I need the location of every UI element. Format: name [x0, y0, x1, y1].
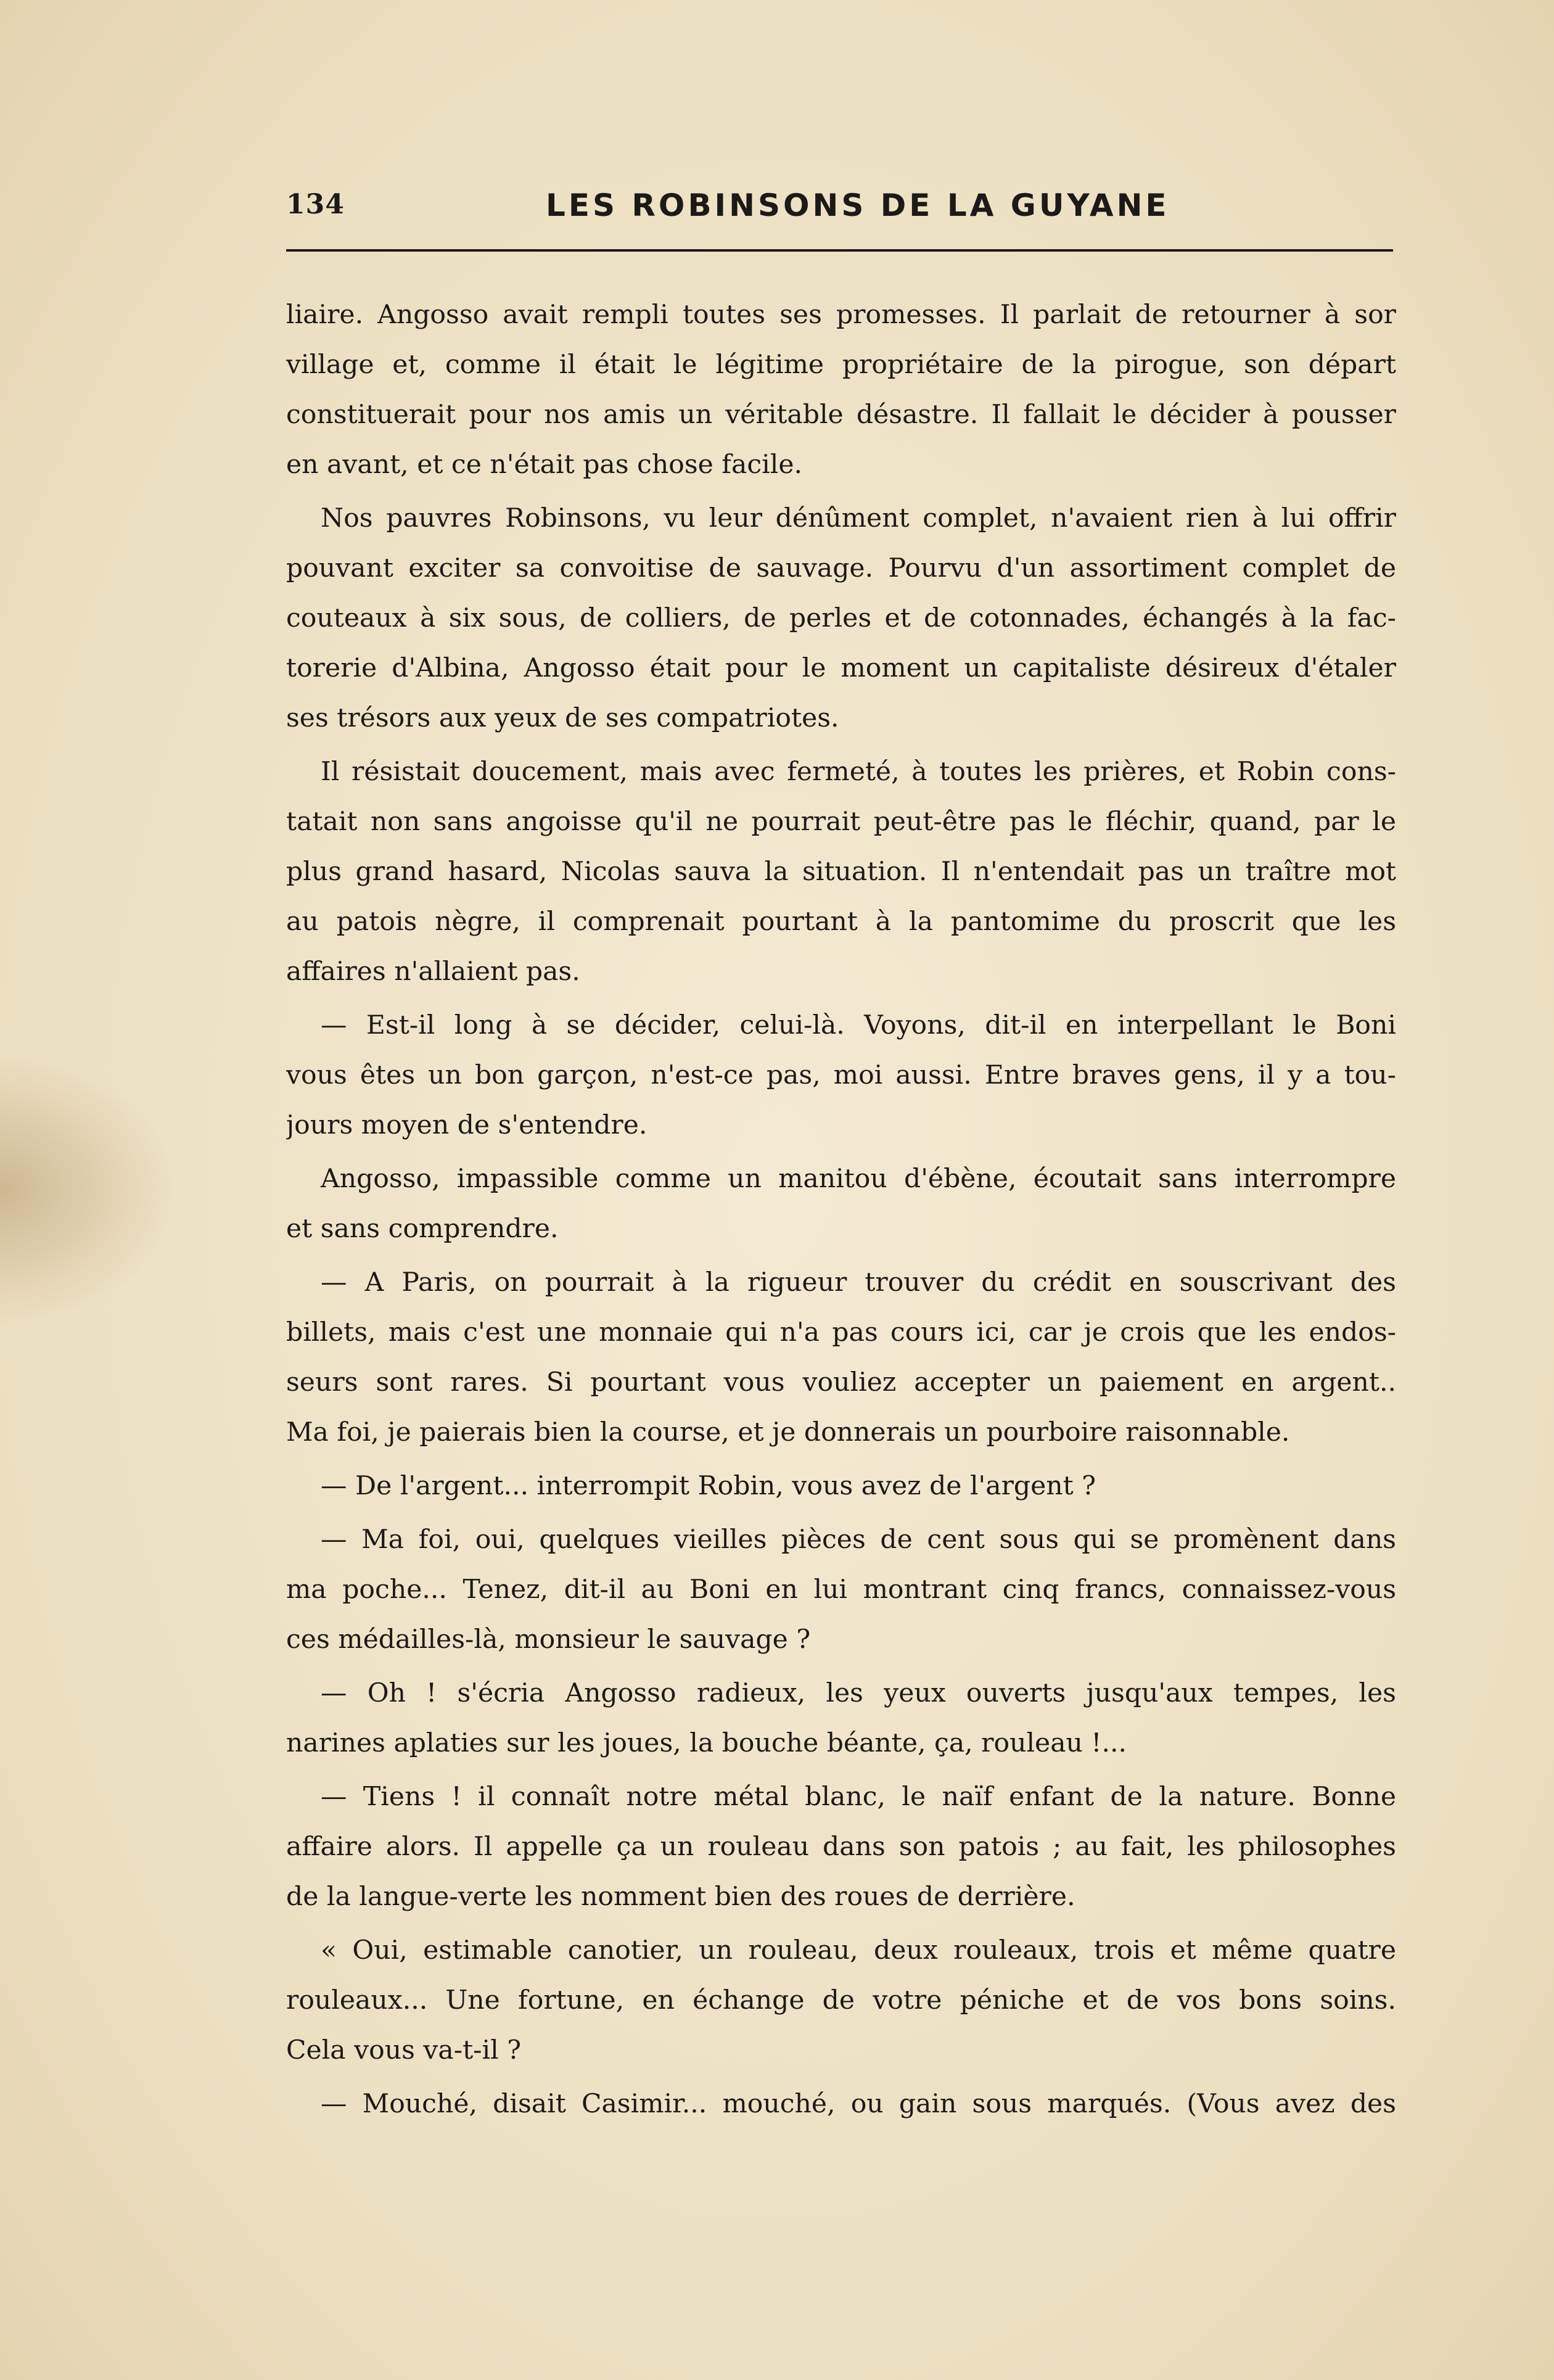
page-number: 134 — [286, 189, 345, 220]
paragraph — [286, 1772, 1396, 1922]
text-line: — Tiens ! il connaît notre métal blanc, le naïf enfant de la nature. Bonne — [321, 1782, 1396, 1812]
paragraph — [286, 290, 1396, 490]
text-line: narines aplaties sur les joues, la bouche béante, ça, rouleau !... — [286, 1728, 1127, 1758]
text-line: rouleaux... Une fortune, en échange de votre péniche et de vos bons soins. — [286, 1985, 1396, 2016]
text-line: ses trésors aux yeux de ses compatriotes. — [286, 703, 839, 733]
paragraph — [286, 1925, 1396, 2075]
paragraph — [286, 1461, 1396, 1511]
text-line: torerie d'Albina, Angosso était pour le moment un capitaliste désireux d'étaler — [286, 653, 1396, 683]
text-line: en avant, et ce n'était pas chose facile. — [286, 450, 803, 480]
running-title: LES ROBINSONS DE LA GUYANE — [546, 187, 1170, 223]
text-line: et sans comprendre. — [286, 1214, 559, 1244]
paragraph — [286, 493, 1396, 743]
header-rule — [286, 249, 1393, 252]
text-line: Il résistait doucement, mais avec fermeté, à toutes les prières, et Robin cons- — [321, 757, 1396, 787]
paragraph — [286, 1515, 1396, 1665]
text-line: — A Paris, on pourrait à la rigueur trouver du crédit en souscrivant des — [321, 1267, 1396, 1298]
text-line: seurs sont rares. Si pourtant vous vouliez accepter un paiement en argent.. — [286, 1367, 1396, 1398]
text-line: pouvant exciter sa convoitise de sauvage. Pourvu d'un assortiment complet de — [286, 553, 1396, 583]
text-line: — Est-il long à se décider, celui-là. Voyons, dit-il en interpellant le Boni — [321, 1010, 1396, 1040]
paragraph — [286, 1258, 1396, 1457]
text-line: Cela vous va-t-il ? — [286, 2035, 522, 2065]
text-line: « Oui, estimable canotier, un rouleau, deux rouleaux, trois et même quatre — [321, 1935, 1396, 1966]
text-line: village et, comme il était le légitime propriétaire de la pirogue, son départ — [286, 350, 1396, 380]
text-line: Ma foi, je paierais bien la course, et je donnerais un pourboire raisonnable. — [286, 1417, 1290, 1447]
text-line: Angosso, impassible comme un manitou d'ébène, écoutait sans interrompre — [321, 1164, 1396, 1194]
text-line: affaire alors. Il appelle ça un rouleau dans son patois ; au fait, les philosophes — [286, 1832, 1396, 1862]
paragraph — [286, 1000, 1396, 1150]
text-line: ces médailles-là, monsieur le sauvage ? — [286, 1624, 811, 1655]
paragraph — [286, 747, 1396, 997]
body-text — [286, 290, 1396, 2129]
text-line: couteaux à six sous, de colliers, de perles et de cotonnades, échangés à la fac- — [286, 603, 1396, 633]
text-line: billets, mais c'est une monnaie qui n'a pas cours ici, car je crois que les endos- — [286, 1317, 1396, 1348]
paragraph — [286, 1154, 1396, 1254]
text-line: — Ma foi, oui, quelques vieilles pièces de cent sous qui se promènent dans — [321, 1525, 1396, 1555]
text-line: vous êtes un bon garçon, n'est-ce pas, moi aussi. Entre braves gens, il y a tou- — [286, 1060, 1396, 1090]
paragraph — [286, 1668, 1396, 1768]
text-line: constituerait pour nos amis un véritable désastre. Il fallait le décider à pousser — [286, 400, 1396, 430]
text-line: Nos pauvres Robinsons, vu leur dénûment complet, n'avaient rien à lui offrir — [321, 503, 1396, 533]
text-line: de la langue-verte les nomment bien des roues de derrière. — [286, 1882, 1075, 1912]
text-line: affaires n'allaient pas. — [286, 957, 580, 987]
text-line: — Mouché, disait Casimir... mouché, ou gain sous marqués. (Vous avez des — [321, 2089, 1396, 2119]
text-line: au patois nègre, il comprenait pourtant à la pantomime du proscrit que les — [286, 907, 1396, 937]
paragraph — [286, 2079, 1396, 2129]
text-line: — De l'argent... interrompit Robin, vous avez de l'argent ? — [321, 1471, 1096, 1501]
text-line: ma poche... Tenez, dit-il au Boni en lui montrant cinq francs, connaissez-vous — [286, 1575, 1396, 1605]
text-line: liaire. Angosso avait rempli toutes ses promesses. Il parlait de retourner à sor — [286, 300, 1396, 330]
text-line: — Oh ! s'écria Angosso radieux, les yeux ouverts jusqu'aux tempes, les — [321, 1678, 1396, 1708]
text-line: plus grand hasard, Nicolas sauva la situation. Il n'entendait pas un traître mot — [286, 857, 1396, 887]
text-line: jours moyen de s'entendre. — [286, 1110, 648, 1140]
text-line: tatait non sans angoisse qu'il ne pourrait peut-être pas le fléchir, quand, par le — [286, 807, 1396, 837]
